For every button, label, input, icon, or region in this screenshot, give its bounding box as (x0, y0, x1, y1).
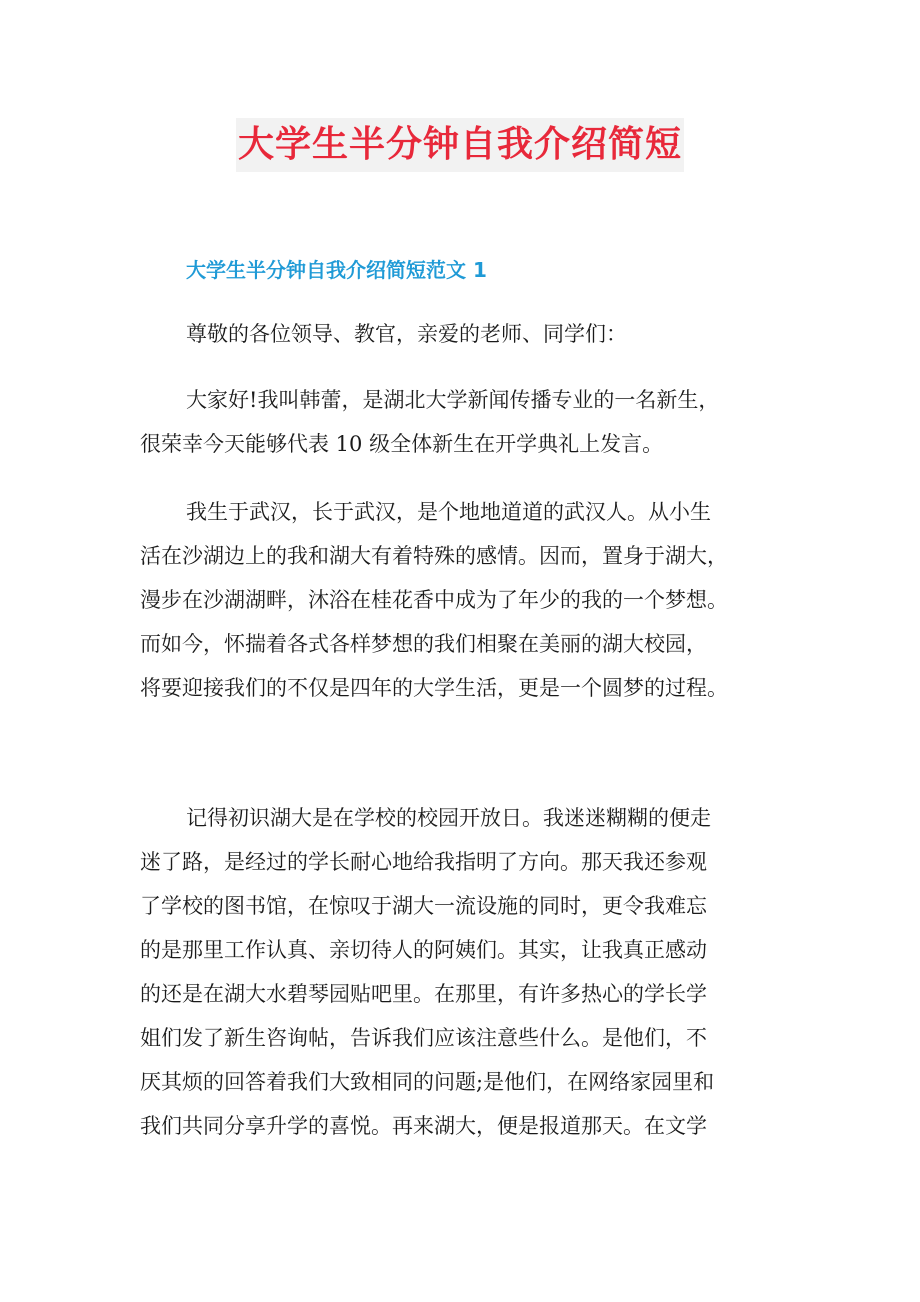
paragraph-introduction (140, 378, 790, 466)
text-line: 了学校的图书馆，在惊叹于湖大一流设施的同时，更令我难忘 (140, 894, 707, 918)
section-heading: 大学生半分钟自我介绍简短范文 1 (186, 258, 487, 282)
text-line: 尊敬的各位领导、教官，亲爱的老师、同学们： (186, 322, 627, 346)
text-line: 大家好!我叫韩蕾，是湖北大学新闻传播专业的一名新生， (186, 388, 720, 412)
text-line: 很荣幸今天能够代表 10 级全体新生在开学典礼上发言。 (140, 432, 664, 456)
text-line: 而如今，怀揣着各式各样梦想的我们相聚在美丽的湖大校园， (140, 632, 707, 656)
text-line: 漫步在沙湖湖畔，沐浴在桂花香中成为了年少的我的一个梦想。 (140, 588, 728, 612)
text-line: 我生于武汉，长于武汉，是个地地道道的武汉人。从小生 (186, 500, 711, 524)
text-line: 活在沙湖边上的我和湖大有着特殊的感情。因而，置身于湖大， (140, 544, 728, 568)
text-line: 我们共同分享升学的喜悦。再来湖大，便是报道那天。在文学 (140, 1114, 707, 1138)
document-title: 大学生半分钟自我介绍简短 (236, 118, 684, 172)
paragraph-hometown (140, 490, 790, 710)
paragraph-memories (140, 796, 790, 1148)
text-line: 厌其烦的回答着我们大致相同的问题;是他们，在网络家园里和 (140, 1070, 715, 1094)
title-container (0, 118, 920, 172)
text-line: 的还是在湖大水碧琴园贴吧里。在那里，有许多热心的学长学 (140, 982, 707, 1006)
text-line: 姐们发了新生咨询帖，告诉我们应该注意些什么。是他们，不 (140, 1026, 707, 1050)
paragraph-greeting (140, 312, 790, 356)
text-line: 将要迎接我们的不仅是四年的大学生活，更是一个圆梦的过程。 (140, 676, 728, 700)
text-line: 的是那里工作认真、亲切待人的阿姨们。其实，让我真正感动 (140, 938, 707, 962)
text-line: 记得初识湖大是在学校的校园开放日。我迷迷糊糊的便走 (186, 806, 711, 830)
text-line: 迷了路，是经过的学长耐心地给我指明了方向。那天我还参观 (140, 850, 707, 874)
